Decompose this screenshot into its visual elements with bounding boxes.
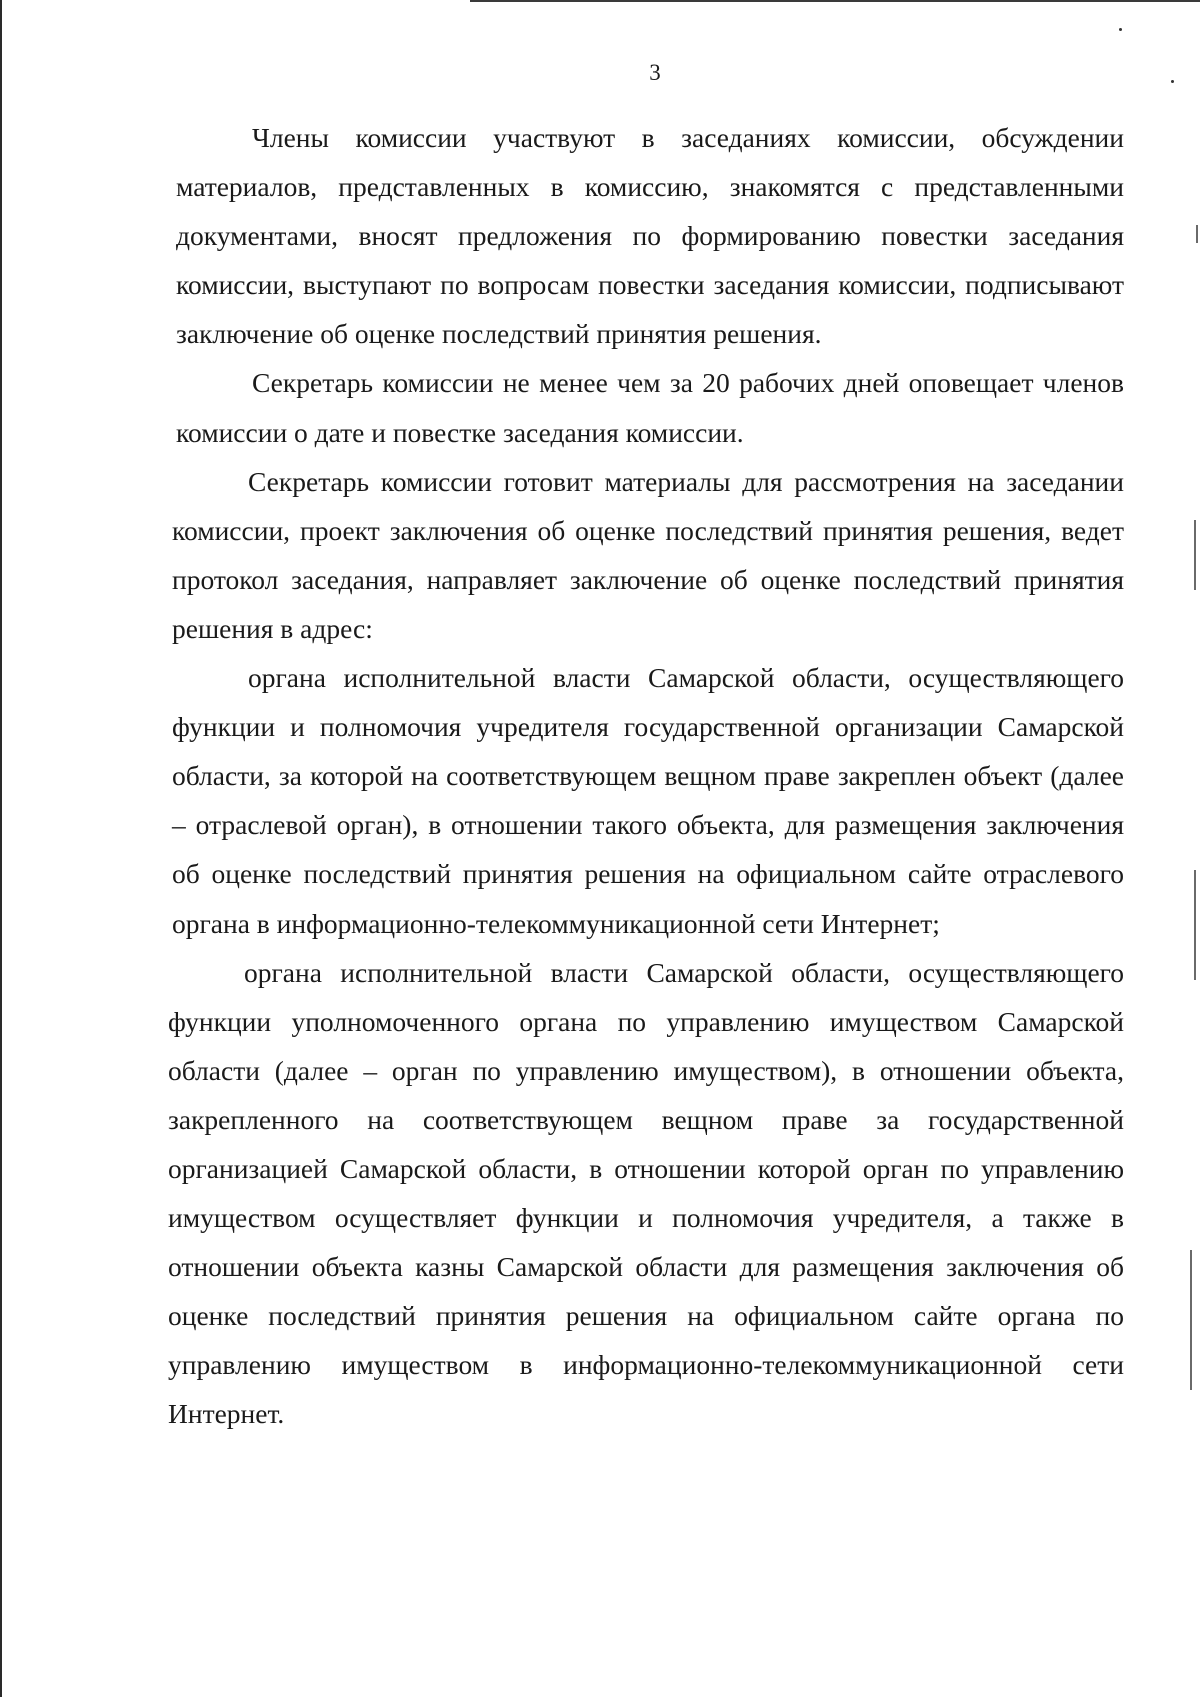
paragraph: органа исполнительной власти Самарской области, осуществляющего функции и полномочия учредителя государственной организации Самарской области, за которой на соответствующем вещном праве закреплен объект (далее – отраслевой орган), в отношении такого объекта, для размещения заключения об оценке последствий принятия решения на официальном сайте отраслевого органа в информационно-телекоммуникационной сети Интернет;: [172, 662, 1124, 939]
scan-right-mark: [1194, 520, 1196, 590]
scan-right-mark: [1194, 870, 1196, 980]
scan-top-edge: [470, 0, 1200, 2]
paragraph: органа исполнительной власти Самарской области, осуществляющего функции уполномоченного органа по управлению имуществом Самарской области (далее – орган по управлению имуществом), в отношении объекта, закрепленного на соответствующем вещном праве за государственной организацией Самарской области, в отношении которой орган по управлению имуществом осуществляет функции и полномочия учредителя, а также в отношении объекта казны Самарской области для размещения заключения об оценке последствий принятия решения на официальном сайте органа по управлению имуществом в информационно-телекоммуникационной сети Интернет.: [168, 956, 1124, 1430]
paragraph: Члены комиссии участвуют в заседаниях комиссии, обсуждении материалов, представленных в комиссию, знакомятся с представленными документами, вносят предложения по формированию повестки заседания комиссии, выступают по вопросам повестки заседания комиссии, подписывают заключение об оценке последствий принятия решения.: [176, 122, 1124, 350]
scan-right-mark: [1190, 1250, 1192, 1390]
paragraph: Секретарь комиссии готовит материалы для рассмотрения на заседании комиссии, проект заключения об оценке последствий принятия решения, ведет протокол заседания, направляет заключение об оценке последствий принятия решения в адрес:: [172, 465, 1124, 644]
document-body: [168, 113, 1124, 1439]
scan-speck: [1119, 28, 1122, 31]
scan-left-edge: [0, 0, 2, 1697]
paragraph: Секретарь комиссии не менее чем за 20 рабочих дней оповещает членов комиссии о дате и повестке заседания комиссии.: [176, 367, 1124, 448]
page-number: 3: [649, 60, 661, 85]
scan-right-mark: [1196, 225, 1198, 243]
